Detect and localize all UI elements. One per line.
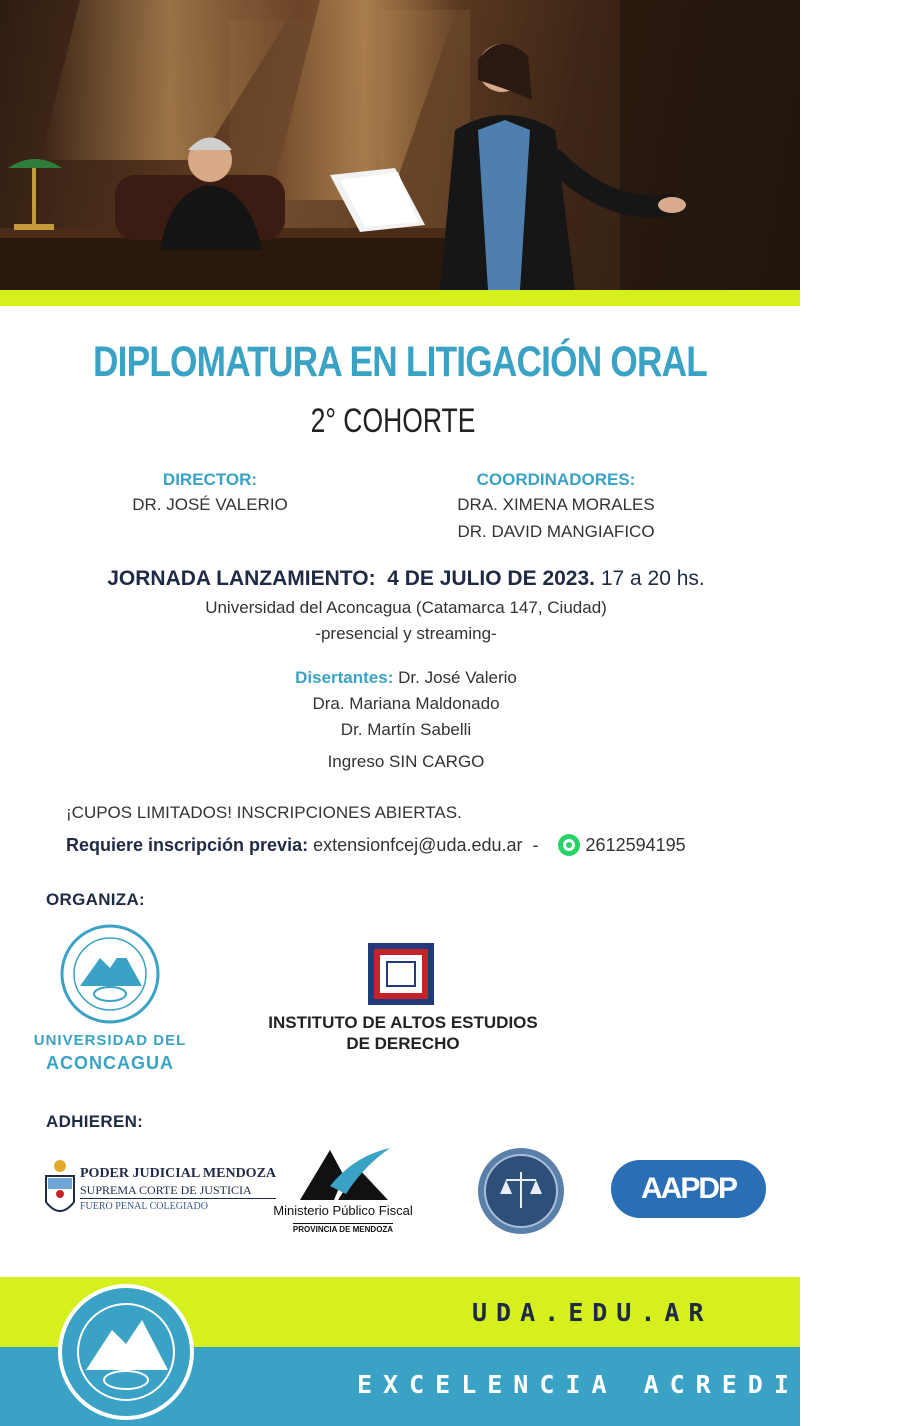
mpf-line: Ministerio Público Fiscal xyxy=(273,1203,413,1218)
mpf-line: PROVINCIA DE MENDOZA xyxy=(292,1225,394,1234)
registration-phone[interactable]: 2612594195 xyxy=(585,835,686,855)
director-name: DR. JOSÉ VALERIO xyxy=(132,495,288,514)
aapdp-logo: AAPDP xyxy=(611,1160,766,1218)
launch-venue: Universidad del Aconcagua (Catamarca 147, Ciudad) xyxy=(205,598,607,617)
footer-uda-seal-icon xyxy=(48,1284,204,1420)
speakers-label: Disertantes: xyxy=(295,668,394,687)
uda-name-line: ACONCAGUA xyxy=(46,1053,174,1073)
justice-seal-icon xyxy=(476,1146,566,1236)
poder-judicial-logo xyxy=(80,1165,276,1215)
organiza-label: ORGANIZA: xyxy=(46,890,146,909)
entry-text: Ingreso SIN CARGO xyxy=(327,752,485,771)
courtroom-illustration xyxy=(0,0,800,290)
hero-image xyxy=(0,0,800,290)
pj-line: PODER JUDICIAL MENDOZA xyxy=(80,1166,277,1181)
director-block xyxy=(100,469,320,518)
registration-separator: - xyxy=(532,835,539,855)
cupos-text: ¡CUPOS LIMITADOS! INSCRIPCIONES ABIERTAS. xyxy=(66,803,462,822)
coordinators-block xyxy=(425,469,687,545)
launch-time: 17 a 20 hs. xyxy=(600,567,705,590)
launch-mode: -presencial y streaming- xyxy=(315,624,497,643)
coordinator-name: DR. DAVID MANGIAFICO xyxy=(457,522,655,541)
launch-date: 4 DE JULIO DE 2023. xyxy=(387,567,595,590)
iaed-name xyxy=(258,1012,548,1054)
iaed-name-line: DE DERECHO xyxy=(346,1034,460,1053)
pj-line: SUPREMA CORTE DE JUSTICIA xyxy=(80,1182,276,1199)
uda-name-line: UNIVERSIDAD DEL xyxy=(33,1032,187,1049)
ministerio-text xyxy=(262,1203,424,1237)
speaker-name: Dr. José Valerio xyxy=(398,668,517,687)
registration-email[interactable]: extensionfcej@uda.edu.ar xyxy=(313,835,523,855)
director-label: DIRECTOR: xyxy=(162,470,258,489)
iaed-name-line: INSTITUTO DE ALTOS ESTUDIOS xyxy=(268,1013,538,1032)
whatsapp-icon xyxy=(558,834,580,856)
lime-band xyxy=(0,290,800,306)
speakers-line xyxy=(0,668,812,688)
adhieren-label: ADHIEREN: xyxy=(46,1112,144,1131)
cohort-subtitle: 2° COHORTE xyxy=(310,402,476,440)
uda-seal-icon xyxy=(52,924,168,1024)
registration-line xyxy=(66,834,686,856)
uda-name xyxy=(30,1030,190,1074)
coordinators-label: COORDINADORES: xyxy=(476,470,636,489)
iaed-logo-icon xyxy=(363,942,439,1006)
footer-url[interactable]: UDA.EDU.AR xyxy=(472,1298,713,1327)
mendoza-shield-icon xyxy=(44,1158,76,1222)
launch-label: JORNADA LANZAMIENTO: xyxy=(107,567,376,590)
launch-line xyxy=(0,567,812,591)
speaker-name: Dr. Martín Sabelli xyxy=(340,720,472,739)
page-title: DIPLOMATURA EN LITIGACIÓN ORAL xyxy=(93,338,707,386)
footer-tagline: EXCELENCIA ACREDITADA xyxy=(357,1370,904,1399)
ministerio-logo-icon xyxy=(294,1146,394,1202)
coordinator-name: DRA. XIMENA MORALES xyxy=(457,495,655,514)
speaker-name: Dra. Mariana Maldonado xyxy=(312,694,500,713)
registration-label: Requiere inscripción previa: xyxy=(66,835,309,855)
pj-line: FUERO PENAL COLEGIADO xyxy=(80,1201,208,1212)
